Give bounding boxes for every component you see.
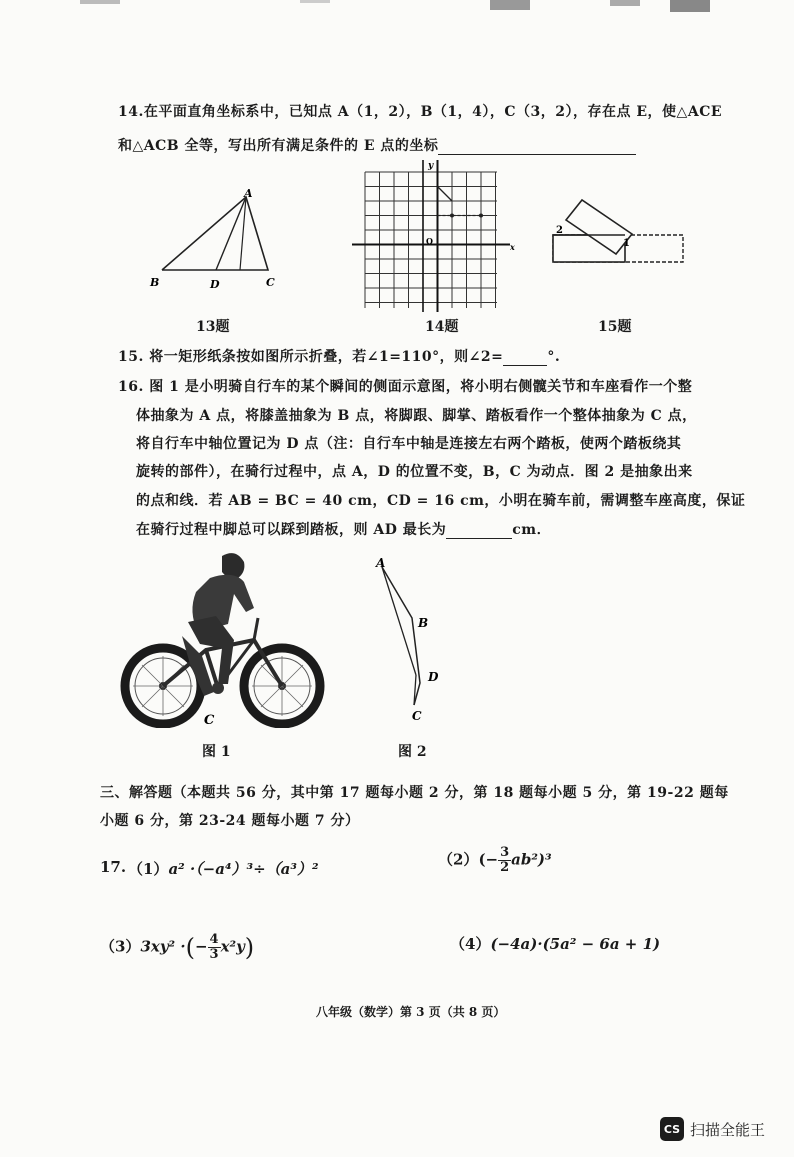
page-footer: 八年级（数学）第 3 页（共 8 页） [316,1005,506,1019]
fig15-angle-1: 1 [623,238,630,249]
q16-line2: 体抽象为 A 点，将膝盖抽象为 B 点，将脚跟、脚掌、踏板看作一个整体抽象为 C 点， [136,408,697,424]
q16-line6-suffix: cm． [512,522,552,538]
figure-13-triangle [140,185,290,295]
fig13-label-d: D [210,278,220,291]
fig14-label-x: x [510,242,515,252]
q17-part3-denominator: 3 [209,947,219,962]
q17-part1-expr: a² ·（−a⁴）³÷（a³）² [168,860,319,878]
q15-text: 15. 将一矩形纸条按如图所示折叠，若∠1=110°，则∠2= [118,349,504,365]
fig14-label-y: y [428,161,434,171]
q16-line4: 旋转的部件），在骑行过程中，点 A，D 的位置不变，B，C 为动点．图 2 是抽象出来 [136,464,693,480]
q17-part2-numerator: 3 [500,845,510,860]
q17-part3-post: x²y [220,937,245,956]
q17-part2-fraction [498,846,511,875]
caption-fig14: 14题 [425,319,459,335]
q15-answer-blank [503,349,547,366]
q16-line1: 16. 图 1 是小明骑自行车的某个瞬间的侧面示意图，将小明右侧髋关节和车座看作一个整 [118,379,693,395]
section3-line1: 三、解答题（本题共 56 分，其中第 17 题每小题 2 分，第 18 题每小题 5 分，第 19-22 题每 [100,785,729,801]
q14-line2-text: 和△ACB 全等，写出所有满足条件的 E 点的坐标 [118,138,439,154]
q17-part2 [438,846,552,875]
q16-line6-text: 在骑行过程中脚总可以踩到踏板，则 AD 最长为 [136,522,447,538]
q14-line2 [118,135,636,155]
q17-part2-post: ab²)³ [511,850,552,869]
q17-part3-pre: 3xy² · [140,937,186,956]
q17-part4 [450,933,660,954]
caption-fig2: 图 2 [398,744,427,760]
q17-part2-denominator: 2 [500,860,510,875]
q17-part1-label: （1） [128,860,169,878]
scanner-watermark [660,1117,765,1141]
fig13-label-c: C [266,276,275,289]
q16-answer-blank [446,522,512,539]
figure-1-cyclist [118,548,333,728]
q16-line3: 将自行车中轴位置记为 D 点（注：自行车中轴是连接左右两个踏板，使两个踏板绕其 [136,436,682,452]
fig2-label-b: B [418,616,429,630]
figure-14-grid [350,160,520,312]
fig13-label-a: A [244,187,253,200]
fig15-angle-2: 2 [556,225,563,236]
fig14-label-o: O [426,236,433,246]
q17-number: 17. [100,858,127,876]
q17-part2-pre: (− [478,850,499,869]
q15 [118,346,560,366]
q16-line5: 的点和线．若 AB = BC = 40 cm，CD = 16 cm，小明在骑车前，需调整车座高度，保证 [136,493,746,509]
q15-suffix: °. [547,349,561,365]
figure-2-lines [368,555,448,725]
q17-part3-label: （3） [100,937,141,956]
q17-part2-label: （2） [438,850,479,869]
fig2-label-a: A [376,556,386,570]
fig2-label-d: D [428,670,439,684]
q17-part3: （3）3xy² ·(− $\frac{4}{3}$ x²y) [100,932,255,962]
caption-fig15: 15题 [598,319,632,335]
q17-part3-numerator: 4 [209,932,219,947]
camscanner-logo-icon: CS [660,1117,684,1141]
q17-part3-lparen: ( [185,933,195,962]
q17-part4-expr: (−4a)·(5a² − 6a + 1) [490,935,661,953]
q17-part4-label: （4） [450,935,491,953]
caption-fig13: 13题 [196,319,230,335]
q16-line6 [136,519,551,539]
q14-line1: 14.在平面直角坐标系中，已知点 A（1，2），B（1，4），C（3，2），存在点 E，使△ACE [118,104,723,120]
watermark-text: 扫描全能王 [690,1120,766,1139]
fig1-label-c: C [204,713,215,728]
caption-fig1: 图 1 [202,744,231,760]
q14-answer-blank [438,138,636,155]
q17-part3-rparen: ) [244,933,255,962]
q17-part3-fraction [208,933,221,962]
q17-part1 [128,858,319,879]
scan-artifact-top [0,0,794,14]
fig2-label-c: C [412,709,422,723]
fig13-label-b: B [150,276,160,289]
section3-line2: 小题 6 分，第 23-24 题每小题 7 分） [100,813,360,829]
figure-15-fold [548,192,688,272]
